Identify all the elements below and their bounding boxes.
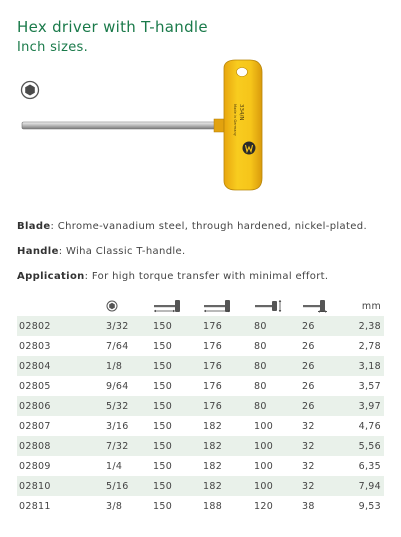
article-code: 02806: [17, 396, 106, 416]
blade-length: 150: [153, 380, 173, 392]
total-length-icon: [203, 299, 233, 313]
hex-size-icon: [106, 300, 118, 312]
hex-size: 7/32: [106, 436, 153, 456]
sizes-table-body: [17, 316, 384, 516]
total-length: 176: [203, 396, 254, 416]
table-row: [17, 356, 384, 376]
handle-width: 80: [254, 396, 302, 416]
handle-width: 120: [254, 500, 274, 512]
handle-height-icon: [302, 299, 332, 313]
table-row: [17, 456, 384, 476]
handle-width: 80: [254, 380, 267, 392]
size-mm: 9,53: [358, 500, 381, 512]
article-code: 02808: [17, 436, 106, 456]
table-row: [17, 476, 384, 496]
handle-height: 32: [302, 460, 315, 472]
hex-size: 3/8: [106, 500, 123, 512]
total-length: 176: [203, 316, 254, 336]
handle-height: 38: [302, 500, 315, 512]
article-code: 02803: [19, 340, 51, 352]
total-length: 176: [203, 340, 223, 352]
size-mm: 3,97: [350, 396, 384, 416]
spec-application-label: Application: [17, 271, 85, 282]
size-mm: 3,18: [350, 356, 384, 376]
spec-blade-text: : Chrome-vanadium steel, through hardened, nickel-plated.: [50, 221, 368, 232]
spec-blade: [17, 221, 367, 232]
handle-height: 26: [302, 380, 315, 392]
handle-width: 80: [254, 356, 302, 376]
hex-size: 3/32: [106, 316, 153, 336]
handle-height: 32: [302, 436, 350, 456]
handle-height: 26: [302, 316, 350, 336]
handle-width-icon: [254, 299, 284, 313]
blade-length: 150: [153, 356, 203, 376]
spec-blade-label: Blade: [17, 221, 51, 232]
total-length: 182: [203, 476, 254, 496]
total-length: 182: [203, 436, 254, 456]
blade-length: 150: [153, 420, 173, 432]
article-code: 02805: [19, 380, 51, 392]
col-hex-size: [106, 296, 153, 316]
article-code: 02811: [19, 500, 51, 512]
table-row: [17, 336, 384, 356]
handle-width: 100: [254, 476, 302, 496]
handle-height: 32: [302, 420, 315, 432]
total-length: 176: [203, 356, 254, 376]
spec-handle: [17, 246, 186, 257]
blade-length: 150: [153, 476, 203, 496]
table-header-row: [17, 296, 384, 316]
col-blade-length: [153, 296, 203, 316]
total-length: 176: [203, 380, 223, 392]
handle-model-text: 334/N: [238, 104, 244, 121]
size-mm: 2,78: [358, 340, 381, 352]
blade-length: 150: [153, 340, 173, 352]
blade-length: 150: [153, 396, 203, 416]
spec-handle-text: : Wiha Classic T-handle.: [58, 246, 186, 257]
blade-length: 150: [153, 500, 173, 512]
hex-size: 9/64: [106, 380, 129, 392]
col-total-length: [203, 296, 254, 316]
total-length: 182: [203, 420, 223, 432]
blade-length: 150: [153, 436, 203, 456]
hex-size: 3/16: [106, 420, 129, 432]
total-length: 182: [203, 460, 223, 472]
hex-size: 5/16: [106, 476, 153, 496]
handle-width: 100: [254, 436, 302, 456]
blade-length: 150: [153, 460, 173, 472]
t-handle-hex-driver-image: [18, 56, 278, 196]
article-code: 02810: [17, 476, 106, 496]
wiha-logo: [243, 142, 256, 155]
spec-handle-label: Handle: [17, 246, 59, 257]
hex-size: 7/64: [106, 340, 129, 352]
page-subtitle: Inch sizes.: [17, 40, 89, 55]
handle-height: 26: [302, 356, 350, 376]
spec-application: [17, 271, 328, 282]
handle-origin-text: Made in Germany: [233, 104, 237, 136]
hex-size: 5/32: [106, 396, 153, 416]
sizes-table: [17, 296, 384, 516]
col-handle-width: [254, 296, 302, 316]
blade-length: 150: [153, 316, 203, 336]
table-row: [17, 316, 384, 336]
handle-width: 80: [254, 316, 302, 336]
page-title: Hex driver with T-handle: [17, 18, 208, 36]
table-row: [17, 376, 384, 396]
size-mm: 6,35: [358, 460, 381, 472]
table-row: [17, 416, 384, 436]
table-row: [17, 496, 384, 516]
hex-size: 1/8: [106, 356, 153, 376]
handle-width: 80: [254, 340, 267, 352]
article-code: 02809: [19, 460, 51, 472]
mm-header: mm: [361, 300, 381, 312]
article-code: 02802: [17, 316, 106, 336]
table-row: [17, 396, 384, 416]
handle-height: 26: [302, 396, 350, 416]
handle-width: 100: [254, 420, 274, 432]
handle-height: 32: [302, 476, 350, 496]
col-handle-height: [302, 296, 350, 316]
size-mm: 7,94: [350, 476, 384, 496]
handle-height: 26: [302, 340, 315, 352]
table-row: [17, 436, 384, 456]
size-mm: 3,57: [358, 380, 381, 392]
blade-length-icon: [153, 299, 183, 313]
hex-size: 1/4: [106, 460, 123, 472]
col-mm: [350, 296, 384, 316]
size-mm: 4,76: [358, 420, 381, 432]
handle-width: 100: [254, 460, 274, 472]
article-code: 02807: [19, 420, 51, 432]
spec-application-text: : For high torque transfer with minimal effort.: [84, 271, 329, 282]
total-length: 188: [203, 500, 223, 512]
size-mm: 2,38: [350, 316, 384, 336]
size-mm: 5,56: [350, 436, 384, 456]
article-code: 02804: [17, 356, 106, 376]
